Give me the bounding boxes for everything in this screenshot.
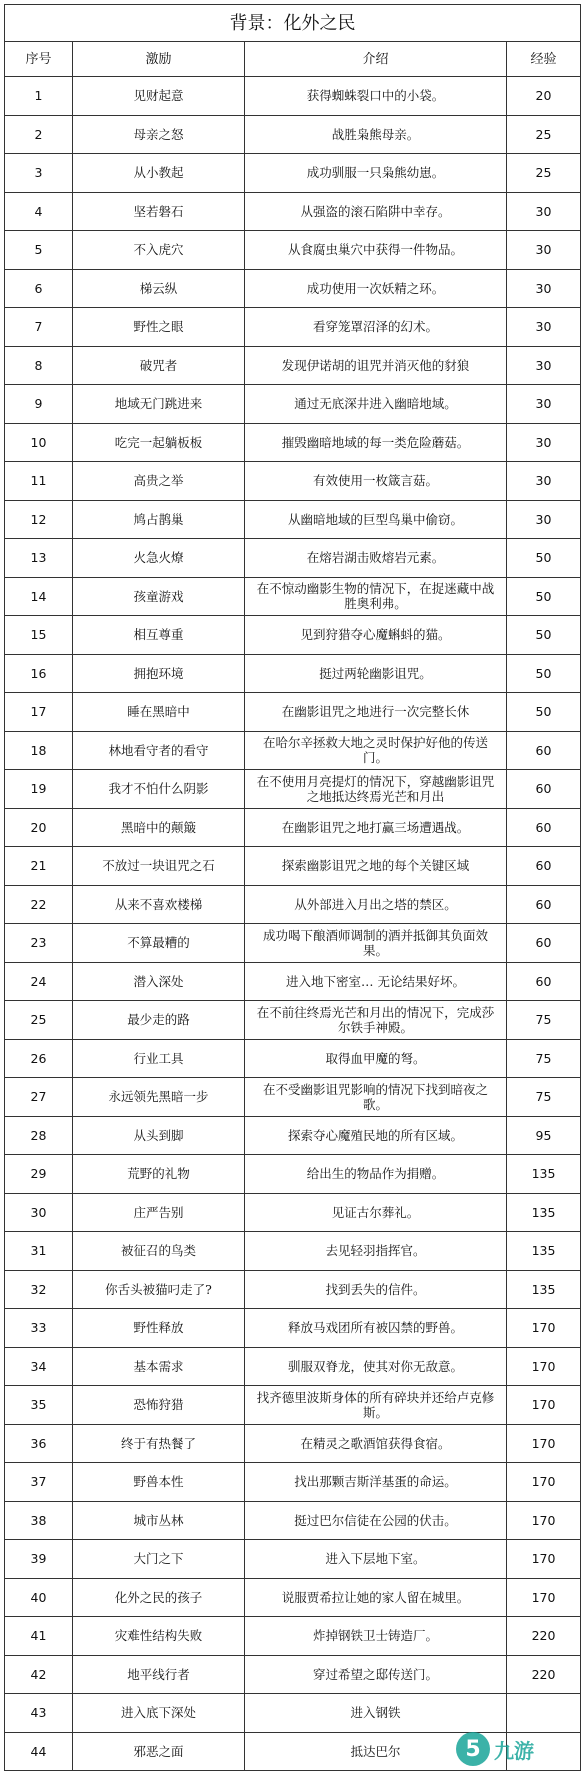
table-row — [5, 1078, 581, 1117]
row-reward: 最少走的路 — [73, 1001, 245, 1040]
row-description: 进入下层地下室。 — [245, 1540, 507, 1579]
row-number: 21 — [5, 847, 73, 886]
row-number: 25 — [5, 1001, 73, 1040]
row-exp: 25 — [507, 154, 581, 193]
row-description: 挺过两轮幽影诅咒。 — [245, 654, 507, 693]
row-reward: 潜入深处 — [73, 962, 245, 1001]
row-description: 看穿笼罩沼泽的幻术。 — [245, 308, 507, 347]
row-number: 24 — [5, 962, 73, 1001]
row-number: 15 — [5, 616, 73, 655]
row-number: 31 — [5, 1232, 73, 1271]
row-description: 找出那颗吉斯洋基蛋的命运。 — [245, 1463, 507, 1502]
table-row — [5, 731, 581, 770]
table-row — [5, 1309, 581, 1348]
table-row — [5, 924, 581, 963]
row-description: 在幽影诅咒之地打赢三场遭遇战。 — [245, 808, 507, 847]
reward-table-sheet — [4, 4, 580, 1771]
row-exp: 170 — [507, 1386, 581, 1425]
row-reward: 孩童游戏 — [73, 577, 245, 616]
row-exp: 135 — [507, 1270, 581, 1309]
row-reward: 不入虎穴 — [73, 231, 245, 270]
row-exp: 50 — [507, 693, 581, 732]
row-number: 7 — [5, 308, 73, 347]
table-row — [5, 1694, 581, 1733]
row-description: 去见轻羽指挥官。 — [245, 1232, 507, 1271]
row-reward: 地域无门跳进来 — [73, 385, 245, 424]
row-exp: 50 — [507, 654, 581, 693]
table-row — [5, 1540, 581, 1579]
row-number: 23 — [5, 924, 73, 963]
row-description: 见证古尔葬礼。 — [245, 1193, 507, 1232]
table-row — [5, 154, 581, 193]
row-exp: 95 — [507, 1116, 581, 1155]
row-reward: 野兽本性 — [73, 1463, 245, 1502]
table-row — [5, 346, 581, 385]
table-row — [5, 770, 581, 809]
row-description: 获得蜘蛛裂口中的小袋。 — [245, 77, 507, 116]
row-exp: 170 — [507, 1578, 581, 1617]
row-description: 找到丢失的信件。 — [245, 1270, 507, 1309]
row-description: 摧毁幽暗地域的每一类危险蘑菇。 — [245, 423, 507, 462]
table-row — [5, 847, 581, 886]
row-description: 在熔岩湖击败熔岩元素。 — [245, 539, 507, 578]
row-reward: 从头到脚 — [73, 1116, 245, 1155]
row-reward: 基本需求 — [73, 1347, 245, 1386]
row-reward: 大门之下 — [73, 1540, 245, 1579]
row-number: 12 — [5, 500, 73, 539]
row-exp: 30 — [507, 192, 581, 231]
table-row — [5, 1347, 581, 1386]
row-reward: 拥抱环境 — [73, 654, 245, 693]
header-reward: 激励 — [73, 42, 245, 77]
row-reward: 从来不喜欢楼梯 — [73, 885, 245, 924]
row-number: 4 — [5, 192, 73, 231]
table-row — [5, 308, 581, 347]
row-reward: 化外之民的孩子 — [73, 1578, 245, 1617]
table-row — [5, 1155, 581, 1194]
row-description: 抵达巴尔 — [245, 1732, 507, 1771]
row-description: 在幽影诅咒之地进行一次完整长休 — [245, 693, 507, 732]
row-reward: 我才不怕什么阴影 — [73, 770, 245, 809]
row-description: 释放马戏团所有被囚禁的野兽。 — [245, 1309, 507, 1348]
row-number: 1 — [5, 77, 73, 116]
row-reward: 野性释放 — [73, 1309, 245, 1348]
row-exp: 30 — [507, 462, 581, 501]
row-reward: 野性之眼 — [73, 308, 245, 347]
row-number: 37 — [5, 1463, 73, 1502]
table-row — [5, 962, 581, 1001]
row-exp: 50 — [507, 577, 581, 616]
row-number: 40 — [5, 1578, 73, 1617]
row-description: 挺过巴尔信徒在公园的伏击。 — [245, 1501, 507, 1540]
row-number: 39 — [5, 1540, 73, 1579]
row-exp: 25 — [507, 115, 581, 154]
table-row — [5, 654, 581, 693]
row-number: 9 — [5, 385, 73, 424]
table-row — [5, 1386, 581, 1425]
row-description: 探索夺心魔殖民地的所有区域。 — [245, 1116, 507, 1155]
row-reward: 终于有热餐了 — [73, 1424, 245, 1463]
table-row — [5, 1232, 581, 1271]
table-row — [5, 693, 581, 732]
table-row — [5, 500, 581, 539]
header-desc: 介绍 — [245, 42, 507, 77]
row-reward: 从小教起 — [73, 154, 245, 193]
table-row — [5, 1617, 581, 1656]
row-number: 10 — [5, 423, 73, 462]
row-number: 34 — [5, 1347, 73, 1386]
row-description: 进入钢铁 — [245, 1694, 507, 1733]
row-reward: 坚若磐石 — [73, 192, 245, 231]
row-number: 13 — [5, 539, 73, 578]
row-number: 18 — [5, 731, 73, 770]
table-row — [5, 231, 581, 270]
row-number: 33 — [5, 1309, 73, 1348]
row-description: 给出生的物品作为捐赠。 — [245, 1155, 507, 1194]
row-exp: 50 — [507, 539, 581, 578]
row-description: 从外部进入月出之塔的禁区。 — [245, 885, 507, 924]
site-watermark — [456, 1729, 576, 1769]
row-reward: 母亲之怒 — [73, 115, 245, 154]
row-reward: 破咒者 — [73, 346, 245, 385]
table-row — [5, 423, 581, 462]
row-exp: 50 — [507, 616, 581, 655]
row-exp: 60 — [507, 808, 581, 847]
row-exp: 30 — [507, 346, 581, 385]
row-description: 发现伊诺胡的诅咒并消灭他的豺狼 — [245, 346, 507, 385]
row-description: 在不受幽影诅咒影响的情况下找到暗夜之歌。 — [245, 1078, 507, 1117]
table-title: 背景：化外之民 — [5, 5, 581, 42]
row-description: 战胜枭熊母亲。 — [245, 115, 507, 154]
row-number: 17 — [5, 693, 73, 732]
row-description: 在哈尔辛拯救大地之灵时保护好他的传送门。 — [245, 731, 507, 770]
table-row — [5, 1039, 581, 1078]
row-description: 成功喝下酿酒师调制的酒并抵御其负面效果。 — [245, 924, 507, 963]
row-reward: 吃完一起躺板板 — [73, 423, 245, 462]
row-exp: 30 — [507, 423, 581, 462]
row-number: 32 — [5, 1270, 73, 1309]
row-reward: 高贵之举 — [73, 462, 245, 501]
row-exp: 60 — [507, 924, 581, 963]
table-row — [5, 1463, 581, 1502]
row-description: 在精灵之歌酒馆获得食宿。 — [245, 1424, 507, 1463]
row-number: 20 — [5, 808, 73, 847]
row-exp — [507, 1694, 581, 1733]
row-exp: 75 — [507, 1078, 581, 1117]
row-exp: 30 — [507, 269, 581, 308]
row-reward: 庄严告别 — [73, 1193, 245, 1232]
row-description: 炸掉钢铁卫士铸造厂。 — [245, 1617, 507, 1656]
row-reward: 城市丛林 — [73, 1501, 245, 1540]
row-description: 通过无底深井进入幽暗地域。 — [245, 385, 507, 424]
row-number: 29 — [5, 1155, 73, 1194]
row-exp: 135 — [507, 1232, 581, 1271]
header-row — [5, 42, 581, 77]
row-reward: 不放过一块诅咒之石 — [73, 847, 245, 886]
row-reward: 相互尊重 — [73, 616, 245, 655]
row-exp: 170 — [507, 1347, 581, 1386]
row-exp: 135 — [507, 1155, 581, 1194]
row-reward: 鸠占鹊巢 — [73, 500, 245, 539]
table-row — [5, 77, 581, 116]
row-description: 探索幽影诅咒之地的每个关键区域 — [245, 847, 507, 886]
row-exp: 170 — [507, 1501, 581, 1540]
row-reward: 永远领先黑暗一步 — [73, 1078, 245, 1117]
row-exp: 60 — [507, 847, 581, 886]
row-exp: 60 — [507, 885, 581, 924]
row-number: 41 — [5, 1617, 73, 1656]
row-description: 在不使用月亮提灯的情况下，穿越幽影诅咒之地抵达终焉光芒和月出 — [245, 770, 507, 809]
header-exp: 经验 — [507, 42, 581, 77]
row-number: 30 — [5, 1193, 73, 1232]
row-number: 19 — [5, 770, 73, 809]
row-description: 从食腐虫巢穴中获得一件物品。 — [245, 231, 507, 270]
row-description: 有效使用一枚箴言菇。 — [245, 462, 507, 501]
row-exp: 30 — [507, 231, 581, 270]
row-number: 2 — [5, 115, 73, 154]
table-row — [5, 577, 581, 616]
row-exp: 220 — [507, 1655, 581, 1694]
row-description: 从幽暗地域的巨型鸟巢中偷窃。 — [245, 500, 507, 539]
row-description: 驯服双脊龙，使其对你无敌意。 — [245, 1347, 507, 1386]
row-number: 27 — [5, 1078, 73, 1117]
watermark-logo-icon: 5 — [456, 1732, 490, 1766]
table-row — [5, 885, 581, 924]
header-no: 序号 — [5, 42, 73, 77]
table-row — [5, 1193, 581, 1232]
row-exp: 75 — [507, 1039, 581, 1078]
row-description: 进入地下密室… 无论结果好坏。 — [245, 962, 507, 1001]
row-reward: 林地看守者的看守 — [73, 731, 245, 770]
row-reward: 进入底下深处 — [73, 1694, 245, 1733]
row-reward: 地平线行者 — [73, 1655, 245, 1694]
table-row — [5, 1001, 581, 1040]
row-number: 38 — [5, 1501, 73, 1540]
row-exp: 75 — [507, 1001, 581, 1040]
table-row — [5, 385, 581, 424]
row-reward: 梯云纵 — [73, 269, 245, 308]
row-exp: 170 — [507, 1309, 581, 1348]
row-exp: 30 — [507, 500, 581, 539]
row-reward: 被征召的鸟类 — [73, 1232, 245, 1271]
row-description: 说服贾希拉让她的家人留在城里。 — [245, 1578, 507, 1617]
row-number: 6 — [5, 269, 73, 308]
table-row — [5, 115, 581, 154]
row-number: 35 — [5, 1386, 73, 1425]
table-row — [5, 1116, 581, 1155]
row-description: 成功使用一次妖精之环。 — [245, 269, 507, 308]
row-number: 44 — [5, 1732, 73, 1771]
row-reward: 邪恶之面 — [73, 1732, 245, 1771]
row-number: 11 — [5, 462, 73, 501]
row-reward: 恐怖狩猎 — [73, 1386, 245, 1425]
row-exp: 60 — [507, 962, 581, 1001]
row-reward: 不算最糟的 — [73, 924, 245, 963]
row-number: 42 — [5, 1655, 73, 1694]
row-reward: 黑暗中的颠簸 — [73, 808, 245, 847]
row-exp: 220 — [507, 1617, 581, 1656]
row-exp: 30 — [507, 385, 581, 424]
row-number: 22 — [5, 885, 73, 924]
table-row — [5, 192, 581, 231]
table-row — [5, 616, 581, 655]
table-row — [5, 269, 581, 308]
row-description: 穿过希望之邸传送门。 — [245, 1655, 507, 1694]
reward-table — [4, 4, 581, 1771]
row-exp: 20 — [507, 77, 581, 116]
row-number: 43 — [5, 1694, 73, 1733]
row-reward: 火急火燎 — [73, 539, 245, 578]
row-description: 成功驯服一只枭熊幼崽。 — [245, 154, 507, 193]
row-number: 3 — [5, 154, 73, 193]
table-row — [5, 1578, 581, 1617]
row-reward: 荒野的礼物 — [73, 1155, 245, 1194]
row-exp: 170 — [507, 1540, 581, 1579]
row-exp: 60 — [507, 731, 581, 770]
table-row — [5, 1424, 581, 1463]
table-row — [5, 1270, 581, 1309]
title-row — [5, 5, 581, 42]
row-exp: 30 — [507, 308, 581, 347]
row-number: 16 — [5, 654, 73, 693]
table-row — [5, 808, 581, 847]
row-number: 36 — [5, 1424, 73, 1463]
row-description: 见到狩猎夺心魔蝌蚪的猫。 — [245, 616, 507, 655]
table-row — [5, 1501, 581, 1540]
row-number: 14 — [5, 577, 73, 616]
row-reward: 行业工具 — [73, 1039, 245, 1078]
row-reward: 睡在黑暗中 — [73, 693, 245, 732]
row-reward: 你舌头被猫叼走了? — [73, 1270, 245, 1309]
row-number: 5 — [5, 231, 73, 270]
row-description: 在不惊动幽影生物的情况下，在捉迷藏中战胜奥利弗。 — [245, 577, 507, 616]
watermark-text: 九游 — [494, 1738, 534, 1763]
table-row — [5, 1655, 581, 1694]
row-description: 在不前往终焉光芒和月出的情况下，完成莎尔铁手神殿。 — [245, 1001, 507, 1040]
row-exp: 135 — [507, 1193, 581, 1232]
table-row — [5, 539, 581, 578]
row-description: 取得血甲魔的弩。 — [245, 1039, 507, 1078]
row-exp: 170 — [507, 1424, 581, 1463]
row-reward: 见财起意 — [73, 77, 245, 116]
row-reward: 灾难性结构失败 — [73, 1617, 245, 1656]
table-row — [5, 462, 581, 501]
row-exp: 60 — [507, 770, 581, 809]
row-number: 28 — [5, 1116, 73, 1155]
row-description: 找齐德里波斯身体的所有碎块并还给卢克修斯。 — [245, 1386, 507, 1425]
row-number: 26 — [5, 1039, 73, 1078]
row-exp: 170 — [507, 1463, 581, 1502]
row-number: 8 — [5, 346, 73, 385]
row-description: 从强盗的滚石陷阱中幸存。 — [245, 192, 507, 231]
